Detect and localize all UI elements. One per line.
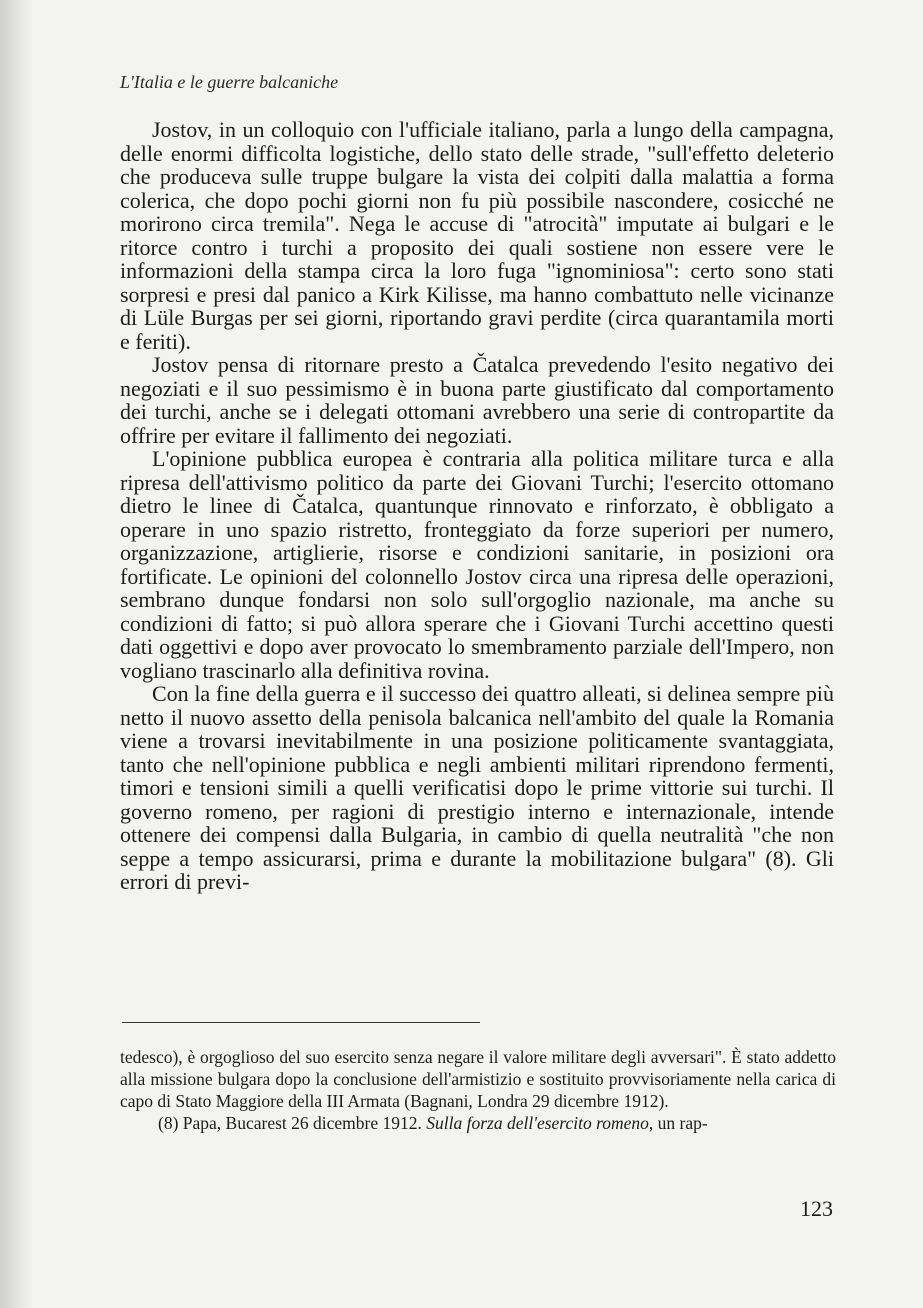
footnotes <box>120 1046 836 1134</box>
footnote-separator <box>122 1022 480 1023</box>
footnote-continued: tedesco), è orgoglioso del suo esercito senza negare il valore militare degli avversari". È stato addetto alla missione bulgara dopo la conclusione dell'armistizio e sostituito provvisoriamente nella carica di capo di Stato Maggiore della III Armata (Bagnani, Londra 29 dicembre 1912). <box>120 1047 836 1111</box>
body-text <box>120 118 834 894</box>
paragraph-1: Jostov, in un colloquio con l'ufficiale italiano, parla a lungo della campagna, delle enormi difficolta logistiche, dello stato delle strade, "sull'effetto deleterio che produceva sulle truppe bulgare la vista dei colpiti dalla malattia a forma colerica, che dopo pochi giorni non fu più possibile nascondere, cosicché ne morirono circa tremila". Nega le accuse di "atrocità" imputate ai bulgari e le ritorce contro i turchi a proposito dei quali sostiene non essere vere le informazioni della stampa circa la loro fuga "ignominiosa": certo sono stati sorpresi e presi dal panico a Kirk Kilisse, ma hanno combattuto nelle vicinanze di Lüle Burgas per sei giorni, riportando gravi perdite (circa quarantamila morti e feriti). <box>120 117 834 354</box>
page-gutter-shadow <box>0 0 34 1308</box>
footnote-8 <box>120 1112 836 1134</box>
page-number: 123 <box>800 1196 833 1221</box>
footnote-8-suffix: , un rap- <box>648 1113 708 1133</box>
footnote-8-prefix: (8) Papa, Bucarest 26 dicembre 1912. <box>158 1113 427 1133</box>
footnote-8-title: Sulla forza dell'esercito romeno <box>426 1113 649 1133</box>
running-head: L'Italia e le guerre balcaniche <box>120 72 339 92</box>
paragraph-4: Con la fine della guerra e il successo dei quattro alleati, si delinea sempre più netto il nuovo assetto della penisola balcanica nell'ambito del quale la Romania viene a trovarsi inevitabilmente in una posizione politicamente svantaggiata, tanto che nell'opinione pubblica e negli ambienti militari riprendono fermenti, timori e tensioni simili a quelli verificatisi dopo le prime vittorie sui turchi. Il governo romeno, per ragioni di prestigio interno e internazionale, intende ottenere dei compensi dalla Bulgaria, in cambio di quella neutralità "che non seppe a tempo assicurarsi, prima e durante la mobilitazione bulgara" (8). Gli errori di previ- <box>120 681 834 894</box>
paragraph-3: L'opinione pubblica europea è contraria alla politica militare turca e alla ripresa dell'attivismo politico da parte dei Giovani Turchi; l'esercito ottomano dietro le linee di Čatalca, quantunque rinnovato e rinforzato, è obbligato a operare in uno spazio ristretto, fronteggiato da forze superiori per numero, organizzazione, artiglierie, risorse e condizioni sanitarie, in posizioni ora fortificate. Le opinioni del colonnello Jostov circa una ripresa delle operazioni, sembrano dunque fondarsi non solo sull'orgoglio nazionale, ma anche su condizioni di fatto; si può allora sperare che i Giovani Turchi accettino questi dati oggettivi e dopo aver provocato lo smembramento parziale dell'Impero, non vogliano trascinarlo alla definitiva rovina. <box>120 446 834 683</box>
paragraph-2: Jostov pensa di ritornare presto a Čatalca prevedendo l'esito negativo dei negoziati e il suo pessimismo è in buona parte giustificato dal comportamento dei turchi, anche se i delegati ottomani avrebbero una serie di contropartite da offrire per evitare il fallimento dei negoziati. <box>120 352 834 448</box>
